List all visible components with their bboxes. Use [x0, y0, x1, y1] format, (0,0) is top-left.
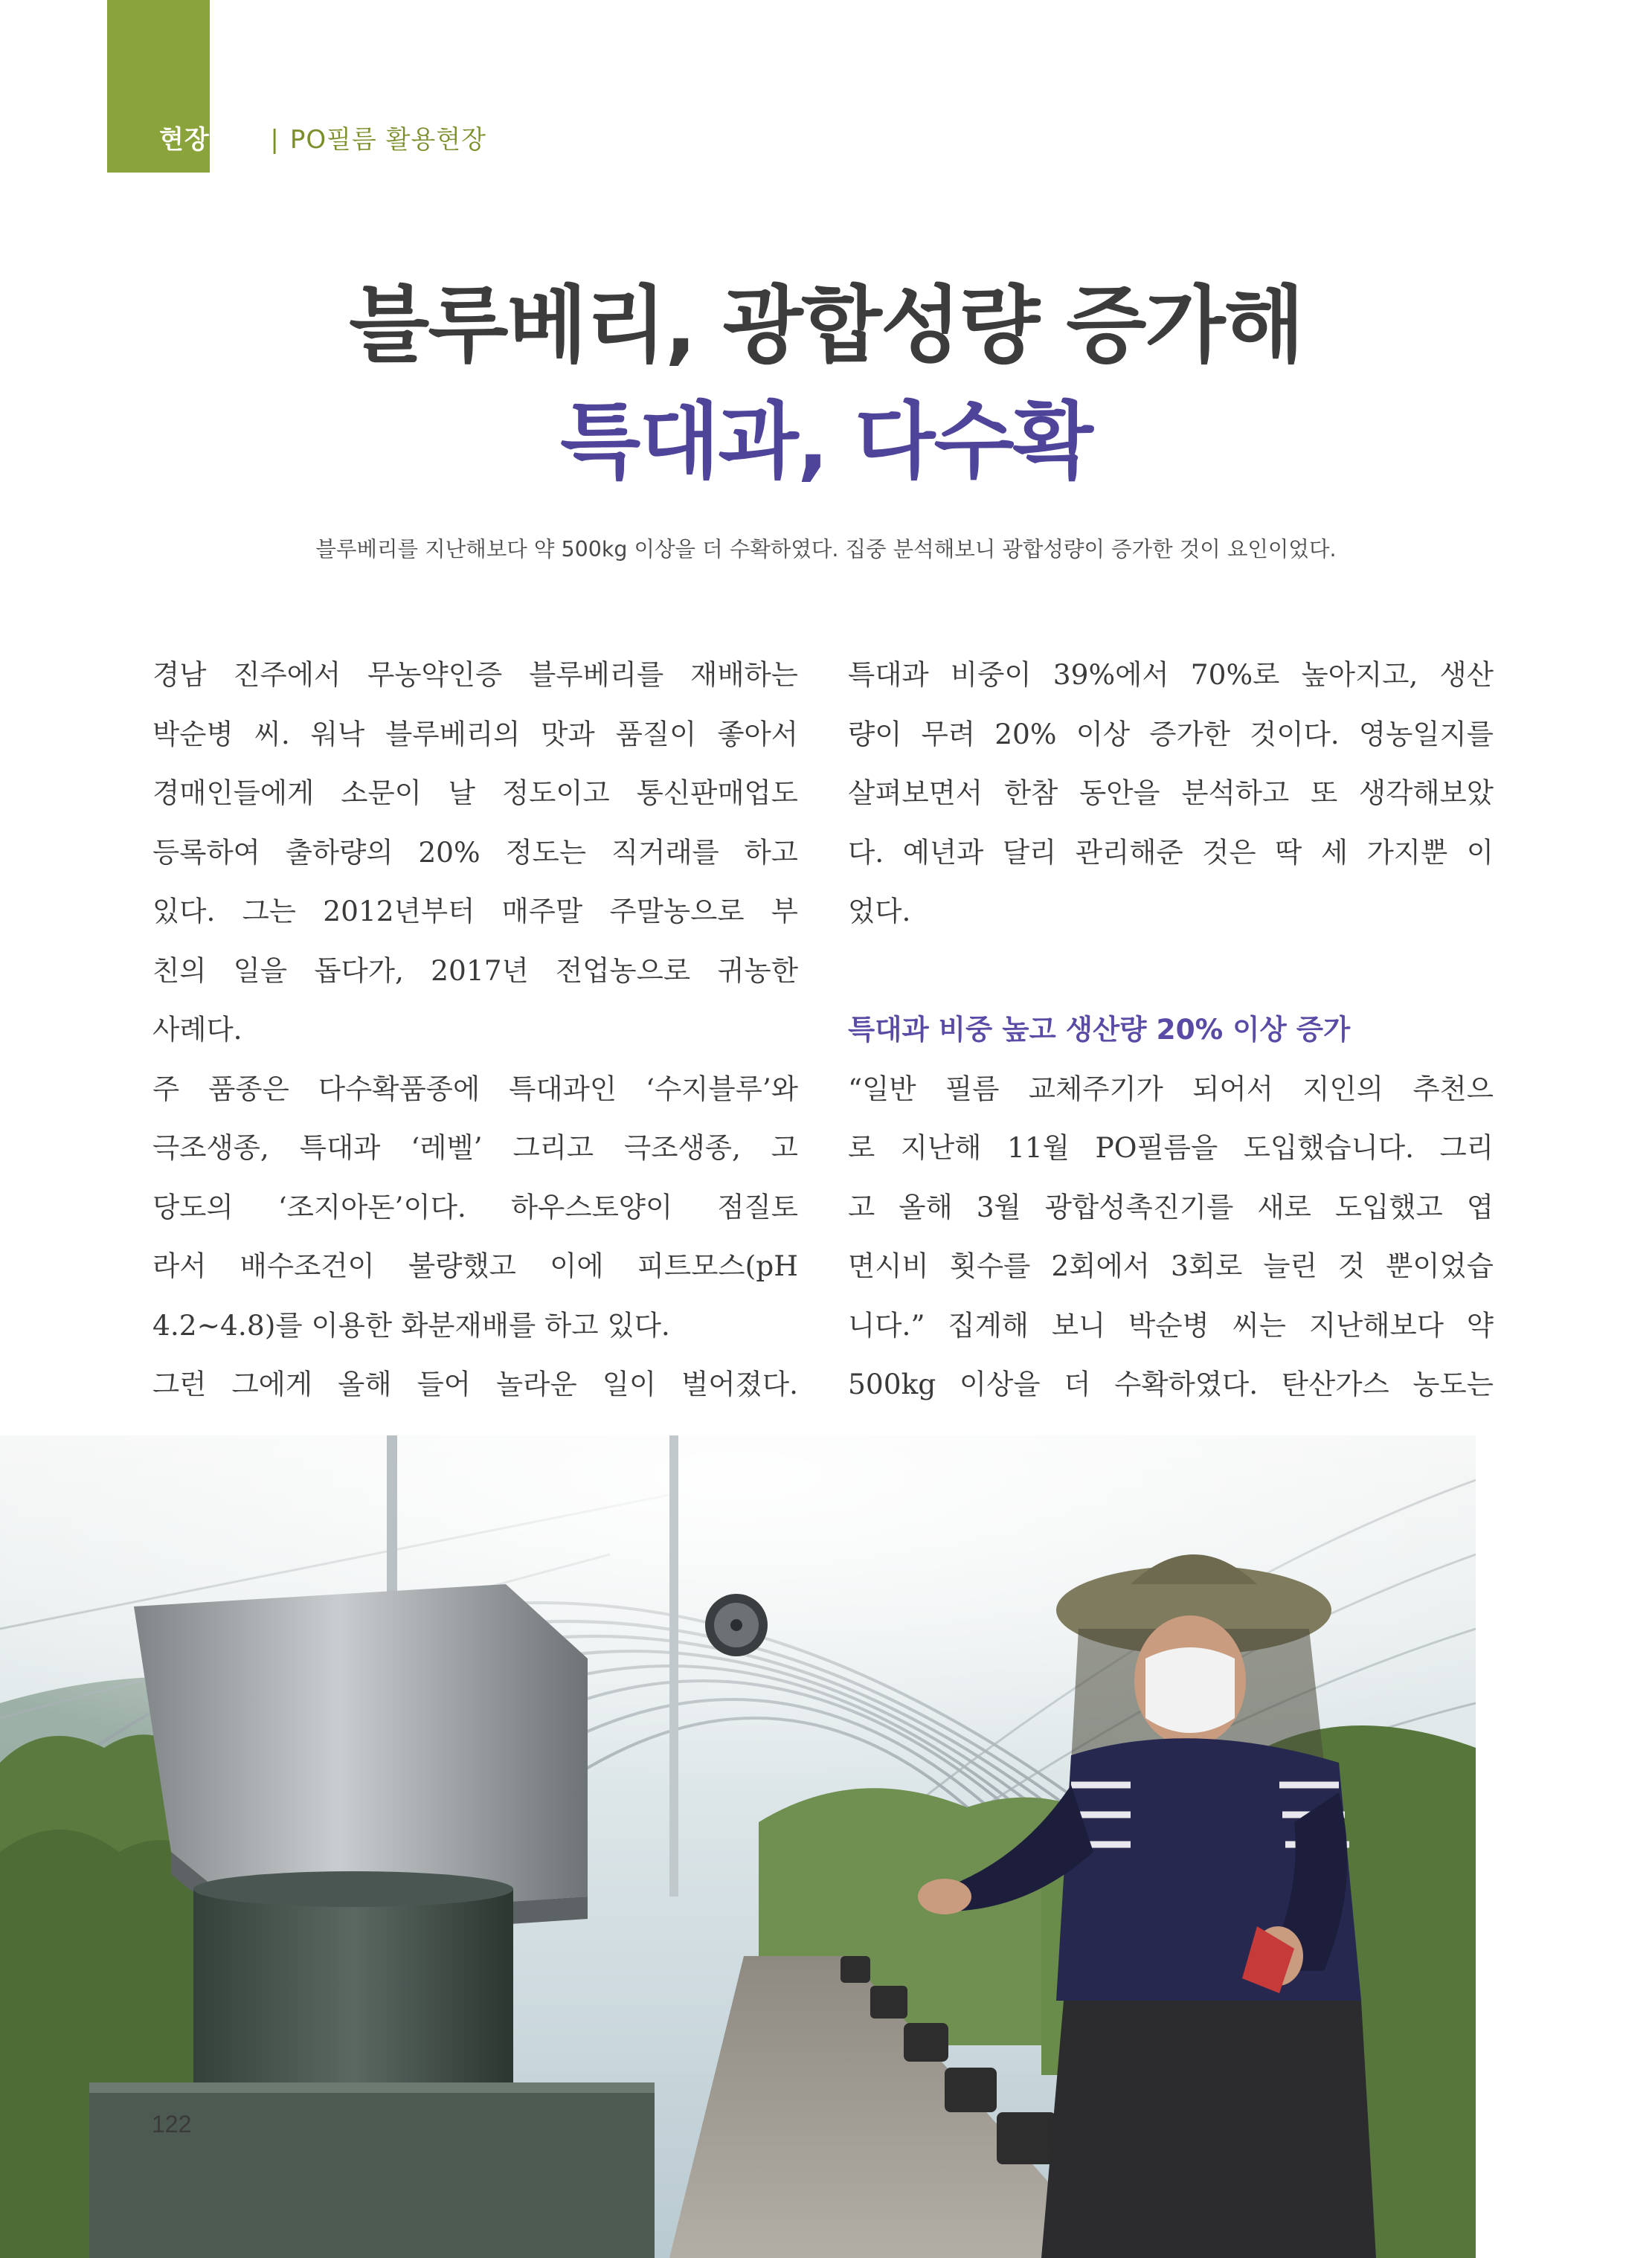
body-line: 극조생종, 특대과 ‘레벨’ 그리고 극조생종, 고 [152, 1131, 798, 1164]
section-separator: | [270, 125, 280, 155]
body-line: 로 지난해 11월 PO필름을 도입했습니다. 그리 [848, 1131, 1494, 1164]
body-line: 500kg 이상을 더 수확하였다. 탄산가스 농도는 [848, 1368, 1494, 1400]
section-header [159, 119, 486, 155]
body-line: 면시비 횟수를 2회에서 3회로 늘린 것 뿐이었습 [848, 1249, 1494, 1282]
body-line: 특대과 비중이 39%에서 70%로 높아지고, 생산 [848, 658, 1494, 691]
body-line: 당도의 ‘조지아돈’이다. 하우스토양이 점질토 [152, 1190, 798, 1223]
body-line: 니다.” 집계해 보니 박순병 씨는 지난해보다 약 [848, 1308, 1494, 1342]
body-line: “일반 필름 교체주기가 되어서 지인의 추천으 [848, 1072, 1494, 1105]
page-number: 122 [152, 2111, 192, 2138]
section-subheading: 특대과 비중 높고 생산량 20% 이상 증가 [848, 1013, 1351, 1046]
body-line: 친의 일을 돕다가, 2017년 전업농으로 귀농한 [152, 953, 798, 987]
left-column [152, 646, 798, 1415]
body-line: 박순병 씨. 워낙 블루베리의 맛과 품질이 좋아서 [152, 717, 798, 750]
body-line: 경남 진주에서 무농약인증 블루베리를 재배하는 [152, 658, 798, 691]
right-column [848, 646, 1494, 1415]
body-line: 등록하여 출하량의 20% 정도는 직거래를 하고 [152, 835, 798, 869]
body-line: 량이 무려 20% 이상 증가한 것이다. 영농일지를 [848, 717, 1494, 750]
body-line: 있다. 그는 2012년부터 매주말 주말농으로 부 [152, 895, 798, 927]
body-line: 었다. [848, 895, 911, 927]
body-line: 경매인들에게 소문이 날 정도이고 통신판매업도 [152, 776, 798, 809]
article-lead: 블루베리를 지난해보다 약 500kg 이상을 더 수확하였다. 집중 분석해보니 광합성량이 증가한 것이 요인이었다. [315, 537, 1337, 562]
body-line: 그런 그에게 올해 들어 놀라운 일이 벌어졌다. [152, 1368, 798, 1400]
body-line: 고 올해 3월 광합성촉진기를 새로 도입했고 엽 [848, 1190, 1494, 1223]
body-line: 4.2~4.8)를 이용한 화분재배를 하고 있다. [152, 1308, 670, 1342]
body-line: 사례다. [152, 1013, 242, 1046]
greenhouse-photo [0, 1435, 1476, 2258]
body-line: 라서 배수조건이 불량했고 이에 피트모스(pH [152, 1249, 798, 1282]
body-line: 주 품종은 다수확품종에 특대과인 ‘수지블루’와 [152, 1072, 798, 1105]
section-label: 현장르포 [159, 125, 260, 155]
body-line: 살펴보면서 한참 동안을 분석하고 또 생각해보았 [848, 776, 1494, 809]
article-title-line1: 블루베리, 광합성량 증가해 [349, 277, 1303, 374]
article-title-line2: 특대과, 다수확 [560, 393, 1092, 490]
body-line: 다. 예년과 달리 관리해준 것은 딱 세 가지뿐 이 [848, 835, 1494, 869]
subsection-label: PO필름 활용현장 [289, 125, 486, 155]
